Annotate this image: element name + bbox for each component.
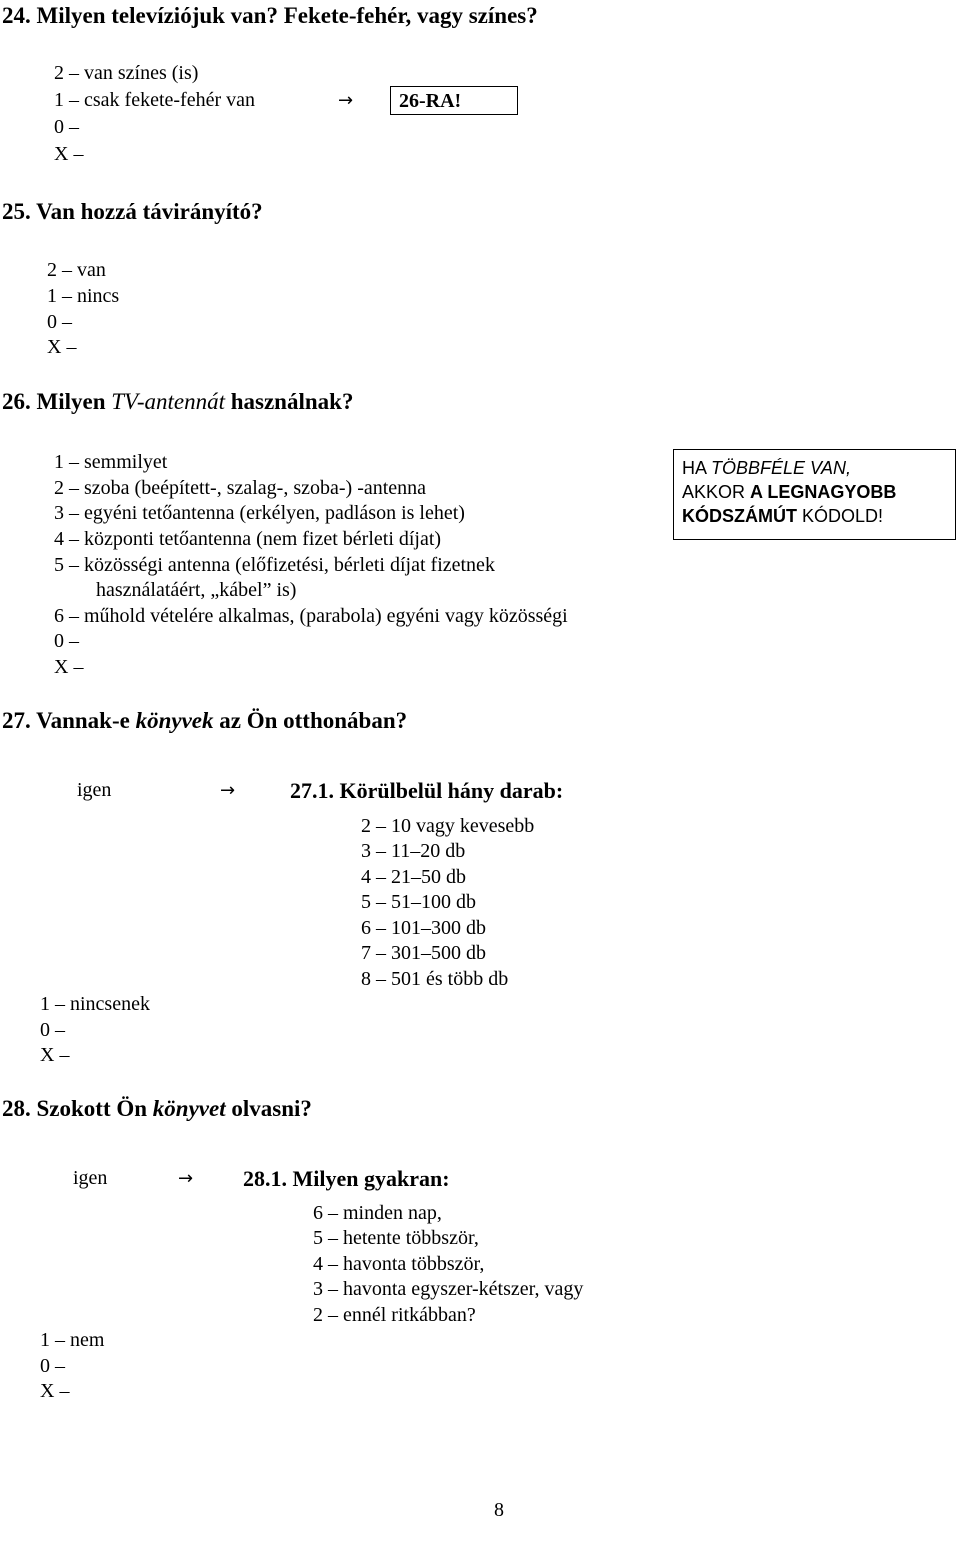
q27-sub-option-6: 6 – 101–300 db (361, 917, 486, 939)
page-number: 8 (494, 1499, 504, 1521)
q27-sub-option-5: 5 – 51–100 db (361, 891, 476, 913)
q26-title-pre: 26. Milyen (2, 389, 112, 414)
q28-title-em: könyvet (152, 1096, 226, 1121)
q28-sub-option-5: 5 – hetente többször, (313, 1227, 479, 1249)
q24-option-x: X – (54, 143, 84, 165)
q24-title: 24. Milyen televíziójuk van? Fekete-fehér, vagy színes? (2, 3, 538, 28)
q26-title-em: TV-antennát (111, 389, 225, 414)
q25-option-1: 1 – nincs (47, 285, 120, 307)
note-line-1 (682, 456, 955, 480)
q26-option-5-cont: használatáért, „kábel” is) (96, 579, 297, 601)
q27-title (2, 709, 407, 732)
note-line-3-post: KÓDOLD! (797, 506, 884, 526)
q27-option-0: 0 – (40, 1019, 65, 1041)
q27-sub-title: 27.1. Körülbelül hány darab: (290, 778, 564, 803)
q26-instruction-box (673, 449, 956, 540)
q24-option-2: 2 – van színes (is) (54, 62, 199, 84)
q24-option-1: 1 – csak fekete-fehér van (54, 89, 255, 111)
q26-option-4: 4 – központi tetőantenna (nem fizet bérleti díjat) (54, 528, 442, 550)
q28-sub-option-2: 2 – ennél ritkábban? (313, 1304, 476, 1326)
q26-title-post: használnak? (224, 389, 354, 414)
q28-sub-option-3: 3 – havonta egyszer-kétszer, vagy (313, 1278, 584, 1300)
arrow-right-icon: → (220, 780, 236, 801)
q26-option-1: 1 – semmilyet (54, 451, 168, 473)
q27-yes: igen (77, 779, 112, 801)
q24-option-0: 0 – (54, 116, 79, 138)
q26-option-6: 6 – műhold vételére alkalmas, (parabola) egyéni vagy közösségi (54, 605, 568, 627)
q28-sub-title: 28.1. Milyen gyakran: (243, 1166, 450, 1191)
q25-title: 25. Van hozzá távirányító? (2, 199, 263, 224)
note-line-1-pre: HA (682, 458, 712, 478)
note-line-1-em: TÖBBFÉLE VAN, (711, 458, 852, 478)
q27-sub-option-8: 8 – 501 és több db (361, 968, 509, 990)
q27-option-1: 1 – nincsenek (40, 993, 150, 1015)
q27-sub-option-2: 2 – 10 vagy kevesebb (361, 815, 535, 837)
q27-title-post: az Ön otthonában? (213, 708, 408, 733)
q24-jump-box: 26-RA! (390, 86, 518, 115)
q28-yes: igen (73, 1167, 108, 1189)
q27-sub-option-7: 7 – 301–500 db (361, 942, 486, 964)
q28-title-pre: 28. Szokott Ön (2, 1096, 153, 1121)
q27-title-pre: 27. Vannak-e (2, 708, 136, 733)
q28-option-0: 0 – (40, 1355, 65, 1377)
q25-option-x: X – (47, 336, 77, 358)
q28-sub-option-6: 6 – minden nap, (313, 1202, 442, 1224)
q26-title (2, 390, 353, 413)
q27-title-em: könyvek (135, 708, 214, 733)
note-line-2 (682, 480, 955, 504)
q26-option-0: 0 – (54, 630, 79, 652)
q28-option-x: X – (40, 1380, 70, 1402)
q28-sub-option-4: 4 – havonta többször, (313, 1253, 485, 1275)
arrow-right-icon: → (178, 1168, 194, 1189)
q28-option-1: 1 – nem (40, 1329, 105, 1351)
q26-option-5: 5 – közösségi antenna (előfizetési, bérleti díjat fizetnek (54, 554, 495, 576)
q27-sub-option-4: 4 – 21–50 db (361, 866, 466, 888)
arrow-right-icon: → (338, 90, 354, 111)
note-line-3 (682, 504, 955, 528)
q25-option-0: 0 – (47, 311, 72, 333)
q27-option-x: X – (40, 1044, 70, 1066)
q26-option-x: X – (54, 656, 84, 678)
q27-sub-option-3: 3 – 11–20 db (361, 840, 466, 862)
note-line-3-bold: KÓDSZÁMÚT (682, 506, 797, 526)
note-line-2-pre: AKKOR (682, 482, 751, 502)
q28-title (2, 1097, 312, 1120)
q25-option-2: 2 – van (47, 259, 106, 281)
note-line-2-bold: A LEGNAGYOBB (750, 482, 897, 502)
q26-option-2: 2 – szoba (beépített-, szalag-, szoba-) -antenna (54, 477, 427, 499)
q26-option-3: 3 – egyéni tetőantenna (erkélyen, padláson is lehet) (54, 502, 465, 524)
q28-title-post: olvasni? (225, 1096, 312, 1121)
